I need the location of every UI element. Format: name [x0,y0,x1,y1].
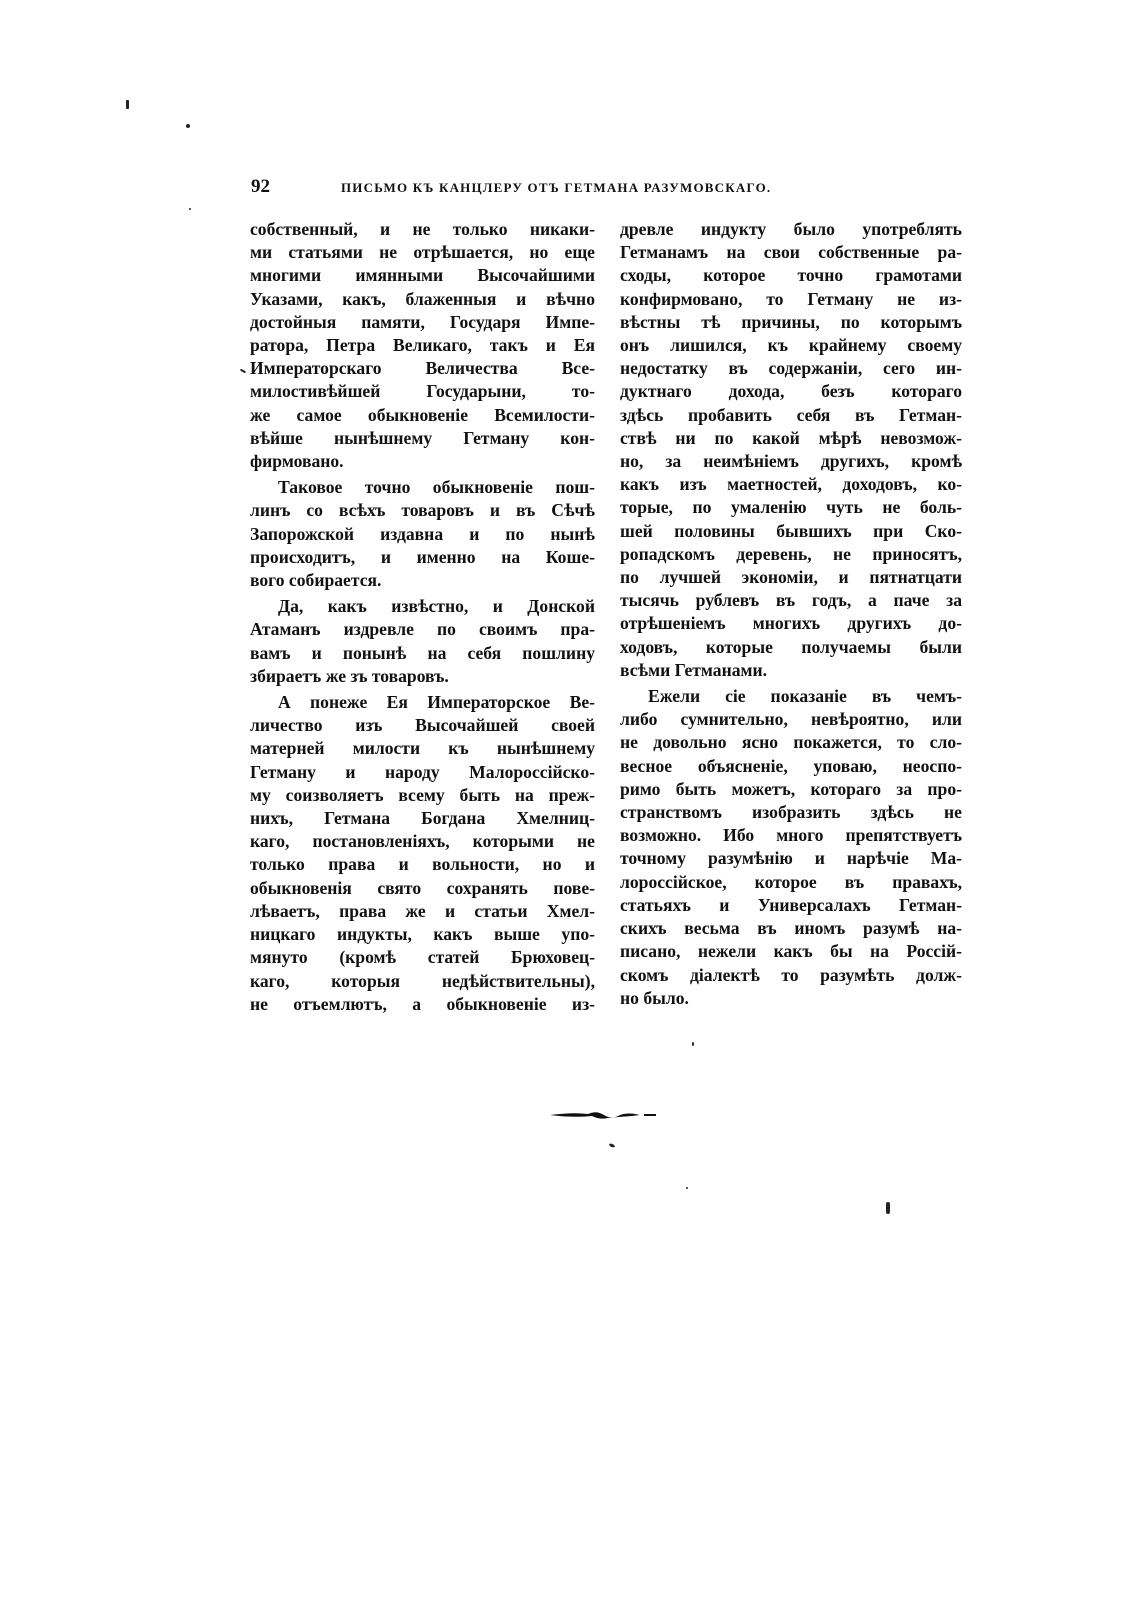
text-line: матерней милости къ нынѣшнему [250,738,595,759]
text-line: Таковое точно обыкновеніе пош- [278,477,595,498]
text-line: шей половины бывшихъ при Ско- [620,520,962,541]
running-head: ПИСЬМО КЪ КАНЦЛЕРУ ОТЪ ГЕТМАНА РАЗУМОВСКАГО. [341,180,772,195]
text-line: ратора, Петра Великаго, такъ и Ея [250,335,595,356]
text-line: вого собирается. [250,570,382,591]
text-line: каго, постановленіяхъ, которыми не [250,831,595,852]
text-line: всѣми Гетманами. [620,659,768,680]
paragraph [250,218,595,473]
text-line: збираетъ же зъ товаровъ. [250,665,449,686]
scan-speck [686,1187,688,1189]
text-line: же самое обыкновеніе Всемилости- [250,404,595,425]
text-line: лѣваетъ, права же и статьи Хмел- [250,900,595,921]
text-line: личество изъ Высочайшей своей [250,715,595,736]
text-line: древле индукту было употреблять [620,219,962,239]
scan-speck [240,369,246,374]
text-line: фирмовано. [250,451,344,472]
text-line: Гетманамъ на свои собственные ра- [620,242,962,263]
text-line: А понеже Ея Императорское Ве- [278,692,595,713]
page-header [251,176,871,198]
text-line: скихъ весьма въ иномъ разумѣ на- [620,918,962,939]
paragraph [250,691,595,1016]
text-line: собственный, и не только никаки- [250,219,595,239]
text-line: писано, нежели какъ бы на Россій- [620,941,962,962]
text-line: не довольно ясно покажется, то сло- [620,732,962,753]
paragraph [620,685,962,1010]
text-line: не отъемлютъ, а обыкновеніе из- [250,993,595,1014]
text-line: точному разумѣнію и нарѣчіе Ма- [620,848,962,869]
text-line: ницкаго индукты, какъ выше упо- [250,924,595,945]
text-line: онъ лишился, къ крайнему своему [620,335,962,356]
text-line: но, за неимѣніемъ другихъ, кромѣ [620,451,962,472]
scan-speck [186,124,190,128]
scan-speck [609,1143,616,1148]
text-line: дуктнаго дохода, безъ котораго [620,381,962,402]
text-line: статьяхъ и Универсалахъ Гетман- [620,894,962,915]
text-line: сходы, которое точно грамотами [620,265,962,286]
text-line: но было. [620,987,689,1008]
text-line: весное объясненіе, уповаю, неоспо- [620,755,962,776]
text-line: ствѣ ни по какой мѣрѣ невозмож- [620,427,962,448]
end-ornament [548,1108,658,1122]
text-line: какъ изъ маетностей, доходовъ, ко- [620,474,962,495]
text-line: конфирмовано, то Гетману не из- [620,288,962,309]
text-line: Указами, какъ, блаженныя и вѣчно [250,288,595,309]
text-line: по лучшей экономіи, и пятнатцати [620,567,962,588]
text-line: только права и вольности, но и [250,854,595,875]
text-line: многими имянными Высочайшими [250,265,595,286]
scan-speck [886,1202,890,1214]
paragraph [620,218,962,682]
text-line: Запорожской издавна и по нынѣ [250,523,595,544]
text-line: ропадскомъ деревень, не приносятъ, [620,543,962,564]
text-line: отрѣшеніемъ многихъ другихъ до- [620,613,962,634]
text-line: недостатку въ содержаніи, сего ин- [620,358,962,379]
scan-speck [189,208,191,210]
text-line: линъ со всѣхъ товаровъ и въ Сѣчѣ [250,500,595,521]
text-line: либо сумнительно, невѣроятно, или [620,709,962,730]
page-number: 92 [251,176,270,197]
text-line: странствомъ изобразить здѣсь не [620,802,962,823]
scan-speck [692,1042,694,1046]
text-line: мянуто (кромѣ статей Брюховец- [250,947,595,968]
paragraph [250,476,595,592]
text-line: Атаманъ издревле по своимъ пра- [250,619,595,640]
text-line: ми статьями не отрѣшается, но еще [250,242,595,263]
text-line: тысячь рублевъ въ годъ, а паче за [620,590,962,611]
text-line: лороссійское, которое въ правахъ, [620,871,962,892]
text-line: нихъ, Гетмана Богдана Хмелниц- [250,808,595,829]
text-line: достойныя памяти, Государя Импе- [250,311,595,332]
text-line: вамъ и понынѣ на себя пошлину [250,642,595,663]
text-line: торые, по умаленію чуть не боль- [620,497,962,518]
text-column-left [250,218,595,1016]
text-line: обыкновенія свято сохранять пове- [250,877,595,898]
text-line: милостивѣйшей Государыни, то- [250,381,595,402]
text-line: каго, которыя недѣйствительны), [250,970,595,991]
text-line: Гетману и народу Малороссійско- [250,761,595,782]
text-line: Да, какъ извѣстно, и Донской [278,596,595,617]
text-line: скомъ діалектѣ то разумѣть долж- [620,964,962,985]
text-line: вѣстны тѣ причины, по которымъ [620,311,962,332]
text-line: римо быть можетъ, котораго за про- [620,778,962,799]
text-line: Ежели сіе показаніе въ чемъ- [648,686,962,707]
text-line: Императорскаго Величества Все- [250,358,595,379]
text-line: возможно. Ибо много препятствуетъ [620,825,962,846]
text-column-right [620,218,962,1010]
text-line: му соизволяетъ всему быть на преж- [250,784,595,805]
text-line: происходитъ, и именно на Кошe- [250,546,595,567]
paragraph [250,595,595,688]
text-line: здѣсь пробавить себя въ Гетман- [620,404,962,425]
scan-speck [126,100,129,109]
text-line: вѣйше нынѣшнему Гетману кон- [250,427,595,448]
text-line: ходовъ, которые получаемы были [620,636,962,657]
